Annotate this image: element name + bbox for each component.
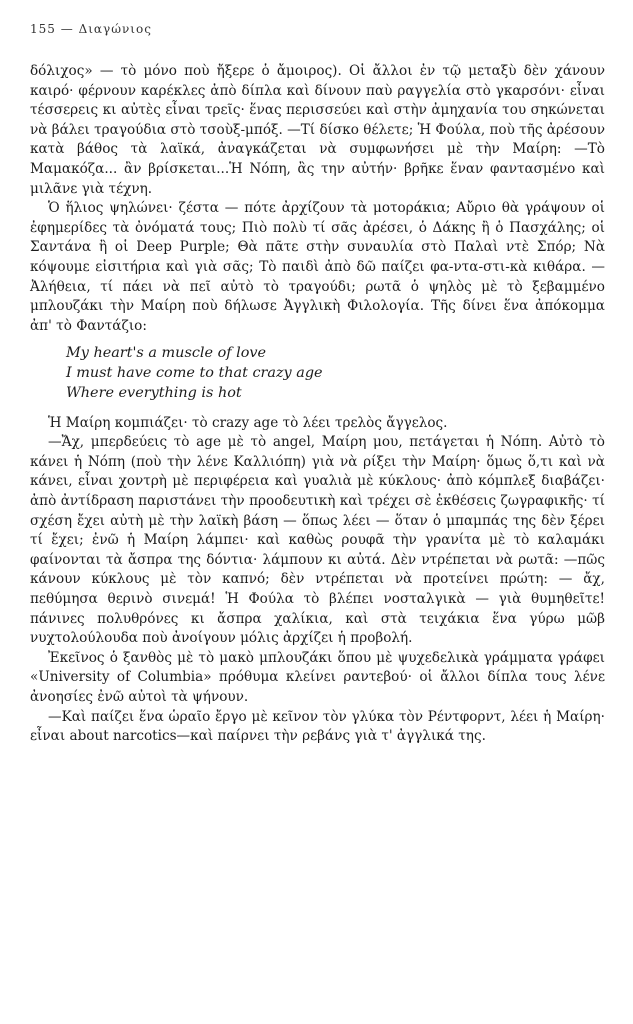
poem-line: My heart's a muscle of love bbox=[66, 345, 267, 362]
paragraph: —Ἄχ, μπερδεύεις τὸ age μὲ τὸ angel, Μαίρη μου, πετάγεται ἡ Νόπη. Αὐτὸ τὸ κάνει ἡ Νόπη (ποὺ τὴν λένε Καλλιόπη) γιὰ νὰ ρίξει τὴν Μαίρη· ὅμως ὅ,τι καὶ νὰ κάνει, εἶναι χοντρὴ μὲ περιφέρεια καὶ γυαλιὰ μὲ κύκλους· ἀπὸ κόμπλεξ διαβάζει· ἀπὸ ἀντίδραση παριστάνει τὴν προοδευτικὴ καὶ τρέχει σὲ ἐκθέσεις ζωγραφικῆς· τί σχέση ἔχει αὐτὴ μὲ τὴν λαϊκὴ βάση — ὅπως λέει — ὅταν ὁ μπαμπάς της δὲν ξέρει τί ἔχει; ἐνῶ ἡ Μαίρη λάμπει· καὶ καθὼς ρουφᾶ τὴν γρανίτα μὲ τὸ καλαμάκι φαίνονται τὰ ἄσπρα της δόντια· λάμπουν κι αὐτά. Δὲν ντρέπεται νὰ ρωτᾶ: —πῶς κάνουν κύκλους μὲ τὸν καπνό; δὲν ντρέπεται νὰ προτείνει πρώτη: — ἄχ, πεθύμησα θερινὸ σινεμά! Ἡ Φούλα τὸ βλέπει νοσταλγικὰ — γιὰ θυμηθεῖτε! πάνινες πολυθρόνες κι ἄσπρα χαλίκια, καὶ στὰ τειχάκια ἕνα γύρω μῶβ νυχτολούλουδα ποὺ ἀνοίγουν μόλις ἀρχίζει ἡ προβολή. bbox=[30, 434, 605, 647]
header-dash: — bbox=[60, 22, 79, 36]
poem-quote bbox=[66, 344, 605, 403]
page-number: 155 bbox=[30, 22, 56, 36]
paragraph: Ἐκεῖνος ὁ ξανθὸς μὲ τὸ μακὸ μπλουζάκι ὅπου μὲ ψυχεδελικὰ γράμματα γράφει «University of Columbia» πρόθυμα κλείνει ραντεβού· οἱ ἄλλοι δίπλα τους λένε ἀνοησίες ἐνῶ αὐτοὶ τὰ ψήνουν. bbox=[30, 649, 605, 706]
page-body bbox=[30, 62, 605, 747]
paragraph: —Καὶ παίζει ἕνα ὡραῖο ἔργο μὲ κεῖνον τὸν γλύκα τὸν Ρέντφορντ, λέει ἡ Μαίρη· εἶναι about narcotics—καὶ παίρνει τὴν ρεβάνς γιὰ τ' ἀγγλικά της. bbox=[30, 708, 605, 745]
poem-line: Where everything is hot bbox=[66, 384, 242, 401]
paragraph: δόλιχος» — τὸ μόνο ποὺ ἤξερε ὁ ἄμοιρος). Οἱ ἄλλοι ἐν τῷ μεταξὺ δὲν χάνουν καιρό· φέρνουν καρέκλες ἀπὸ δίπλα καὶ δίνουν παὺ ραγγελία στὸ γκαρσόνι· εἶναι τέσσερεις κι αὐτὲς εἶναι τρεῖς· ἕνας περισσεύει καὶ στὴν ἀμηχανία του σηκώνεται νὰ βάλει τραγούδια στὸ τσοὺξ-μπόξ. —Τί δίσκο θέλετε; Ἡ Φούλα, ποὺ τῆς ἀρέσουν κατὰ βάθος τὰ λαϊκά, ἀναγκάζεται νὰ συμφωνήσει μὲ τὴν Μαίρη: —Τὸ Μαμακόζα... ἂν βρίσκεται...Ἡ Νόπη, ἂς την αὐτήν· βρῆκε ἕναν φαντασμένο καὶ μιλᾶνε γιὰ τέχνη. bbox=[30, 63, 605, 197]
poem-line: I must have come to that crazy age bbox=[66, 365, 323, 382]
running-header bbox=[30, 22, 152, 36]
header-title: Διαγώνιος bbox=[78, 22, 152, 36]
paragraph: Ἡ Μαίρη κομπιάζει· τὸ crazy age τὸ λέει τρελὸς ἄγγελος. bbox=[48, 414, 448, 431]
paragraph: Ὁ ἥλιος ψηλώνει· ζέστα — πότε ἀρχίζουν τὰ μοτοράκια; Αὔριο θὰ γράψουν οἱ ἐφημερίδες τὰ ὀνόματά τους; Πιὸ πολὺ τί σᾶς ἀρέσει, ὁ Δάκης ἢ ὁ Πασχάλης; οἱ Σαντάνα ἢ οἱ Deep Purple; Θὰ πᾶτε στὴν συναυλία στὸ Παλαὶ ντὲ Σπόρ; Νὰ κόψουμε εἰσιτήρια καὶ γιὰ σᾶς; Τὸ παιδὶ ἀπὸ δῶ παίζει φα-ντα-στι-κὰ κιθάρα. —Ἀλήθεια, τί πάει νὰ πεῖ αὐτὸ τὸ τραγούδι; ρωτᾶ ὁ ψηλὸς μὲ τὸ ξεβαμμένο μπλουζάκι τὴν Μαίρη ποὺ δήλωσε Ἀγγλικὴ Φιλολογία. Τῆς δίνει ἕνα ἀπόκομμα ἀπ' τὸ Φαντάζιο: bbox=[30, 200, 605, 334]
